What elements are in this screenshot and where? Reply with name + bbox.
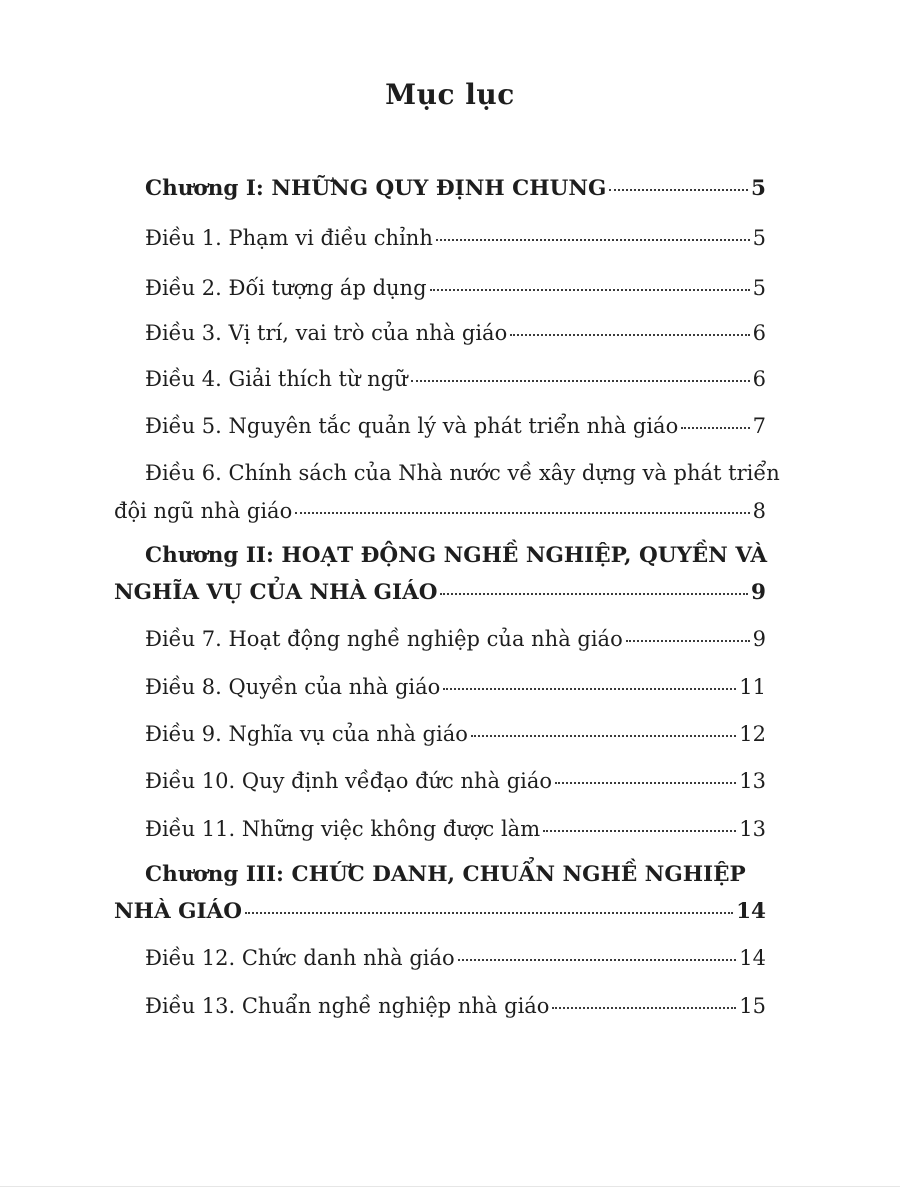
toc-article-4-label: Điều 4. Giải thích từ ngữ [145, 367, 408, 391]
toc-article-6-line-2 [114, 499, 766, 533]
toc-article-2-label: Điều 2. Đối tượng áp dụng [145, 276, 427, 300]
dot-leader [443, 688, 736, 690]
toc-article-6-page: 8 [752, 499, 766, 523]
toc-article-10-label: Điều 10. Quy định vềđạo đức nhà giáo [145, 769, 553, 793]
toc-article-3 [114, 321, 766, 355]
dot-leader [440, 593, 748, 595]
toc-article-12-page: 14 [739, 946, 766, 970]
toc-article-9-page: 12 [739, 722, 766, 746]
toc-article-7 [114, 627, 766, 661]
toc-article-9 [114, 722, 766, 756]
dot-leader [295, 512, 749, 514]
toc-article-3-page: 6 [752, 321, 766, 345]
dot-leader [609, 189, 748, 191]
toc-chapter-3-label-line-2: NHÀ GIÁO [114, 899, 242, 924]
toc-article-1-label: Điều 1. Phạm vi điều chỉnh [145, 226, 433, 250]
toc-article-9-label: Điều 9. Nghĩa vụ của nhà giáo [145, 722, 468, 746]
toc-article-6-label-line-1: Điều 6. Chính sách của Nhà nước về xây dựng và phát triển [145, 461, 780, 485]
dot-leader [458, 959, 737, 961]
toc-article-1-page: 5 [752, 226, 766, 250]
dot-leader [555, 782, 736, 784]
toc-article-5-page: 7 [752, 414, 766, 438]
toc-article-10-page: 13 [739, 769, 766, 793]
dot-leader [626, 640, 750, 642]
toc-article-7-page: 9 [752, 627, 766, 651]
toc-chapter-3-page: 14 [736, 899, 766, 924]
page-bottom-edge [0, 1186, 900, 1187]
dot-leader [552, 1007, 736, 1009]
toc-article-7-label: Điều 7. Hoạt động nghề nghiệp của nhà giáo [145, 627, 623, 651]
toc-chapter-2-label-line-2: NGHĨA VỤ CỦA NHÀ GIÁO [114, 580, 438, 605]
dot-leader [681, 427, 749, 429]
dot-leader [430, 289, 750, 291]
dot-leader [510, 334, 749, 336]
toc-article-8-label: Điều 8. Quyền của nhà giáo [145, 675, 441, 699]
toc-article-12 [114, 946, 766, 980]
toc-article-8-page: 11 [739, 675, 766, 699]
toc-chapter-2-page: 9 [751, 580, 766, 605]
toc-article-10 [114, 769, 766, 803]
toc-article-6-line-1 [114, 461, 780, 495]
toc-article-11-page: 13 [739, 817, 766, 841]
toc-chapter-1 [114, 176, 766, 210]
toc-chapter-2-label-line-1: Chương II: HOẠT ĐỘNG NGHỀ NGHIỆP, QUYỀN VÀ [145, 543, 768, 568]
toc-article-2 [114, 276, 766, 310]
dot-leader [436, 239, 750, 241]
toc-article-12-label: Điều 12. Chức danh nhà giáo [145, 946, 455, 970]
dot-leader [411, 380, 750, 382]
toc-chapter-2-line-1 [114, 543, 766, 577]
toc-chapter-3-line-2 [114, 899, 766, 933]
toc-chapter-3-line-1 [114, 862, 766, 896]
toc-article-8 [114, 675, 766, 709]
table-of-contents [114, 0, 780, 1200]
toc-article-5-label: Điều 5. Nguyên tắc quản lý và phát triển nhà giáo [145, 414, 679, 438]
dot-leader [543, 830, 736, 832]
toc-article-13-label: Điều 13. Chuẩn nghề nghiệp nhà giáo [145, 994, 550, 1018]
toc-article-1 [114, 226, 766, 260]
toc-article-6-label-line-2: đội ngũ nhà giáo [114, 499, 293, 523]
page-title: Mục lục [385, 78, 515, 111]
toc-article-5 [114, 414, 766, 448]
toc-article-2-page: 5 [752, 276, 766, 300]
toc-chapter-1-page: 5 [751, 176, 766, 201]
toc-article-13-page: 15 [739, 994, 766, 1018]
toc-article-4 [114, 367, 766, 401]
dot-leader [471, 735, 736, 737]
toc-chapter-1-label: Chương I: NHỮNG QUY ĐỊNH CHUNG [145, 176, 607, 201]
dot-leader [245, 912, 733, 914]
toc-article-13 [114, 994, 766, 1028]
toc-article-11 [114, 817, 766, 851]
toc-article-11-label: Điều 11. Những việc không được làm [145, 817, 541, 841]
toc-article-3-label: Điều 3. Vị trí, vai trò của nhà giáo [145, 321, 508, 345]
toc-chapter-2-line-2 [114, 580, 766, 614]
toc-article-4-page: 6 [752, 367, 766, 391]
toc-chapter-3-label-line-1: Chương III: CHỨC DANH, CHUẨN NGHỀ NGHIỆP [145, 862, 746, 887]
